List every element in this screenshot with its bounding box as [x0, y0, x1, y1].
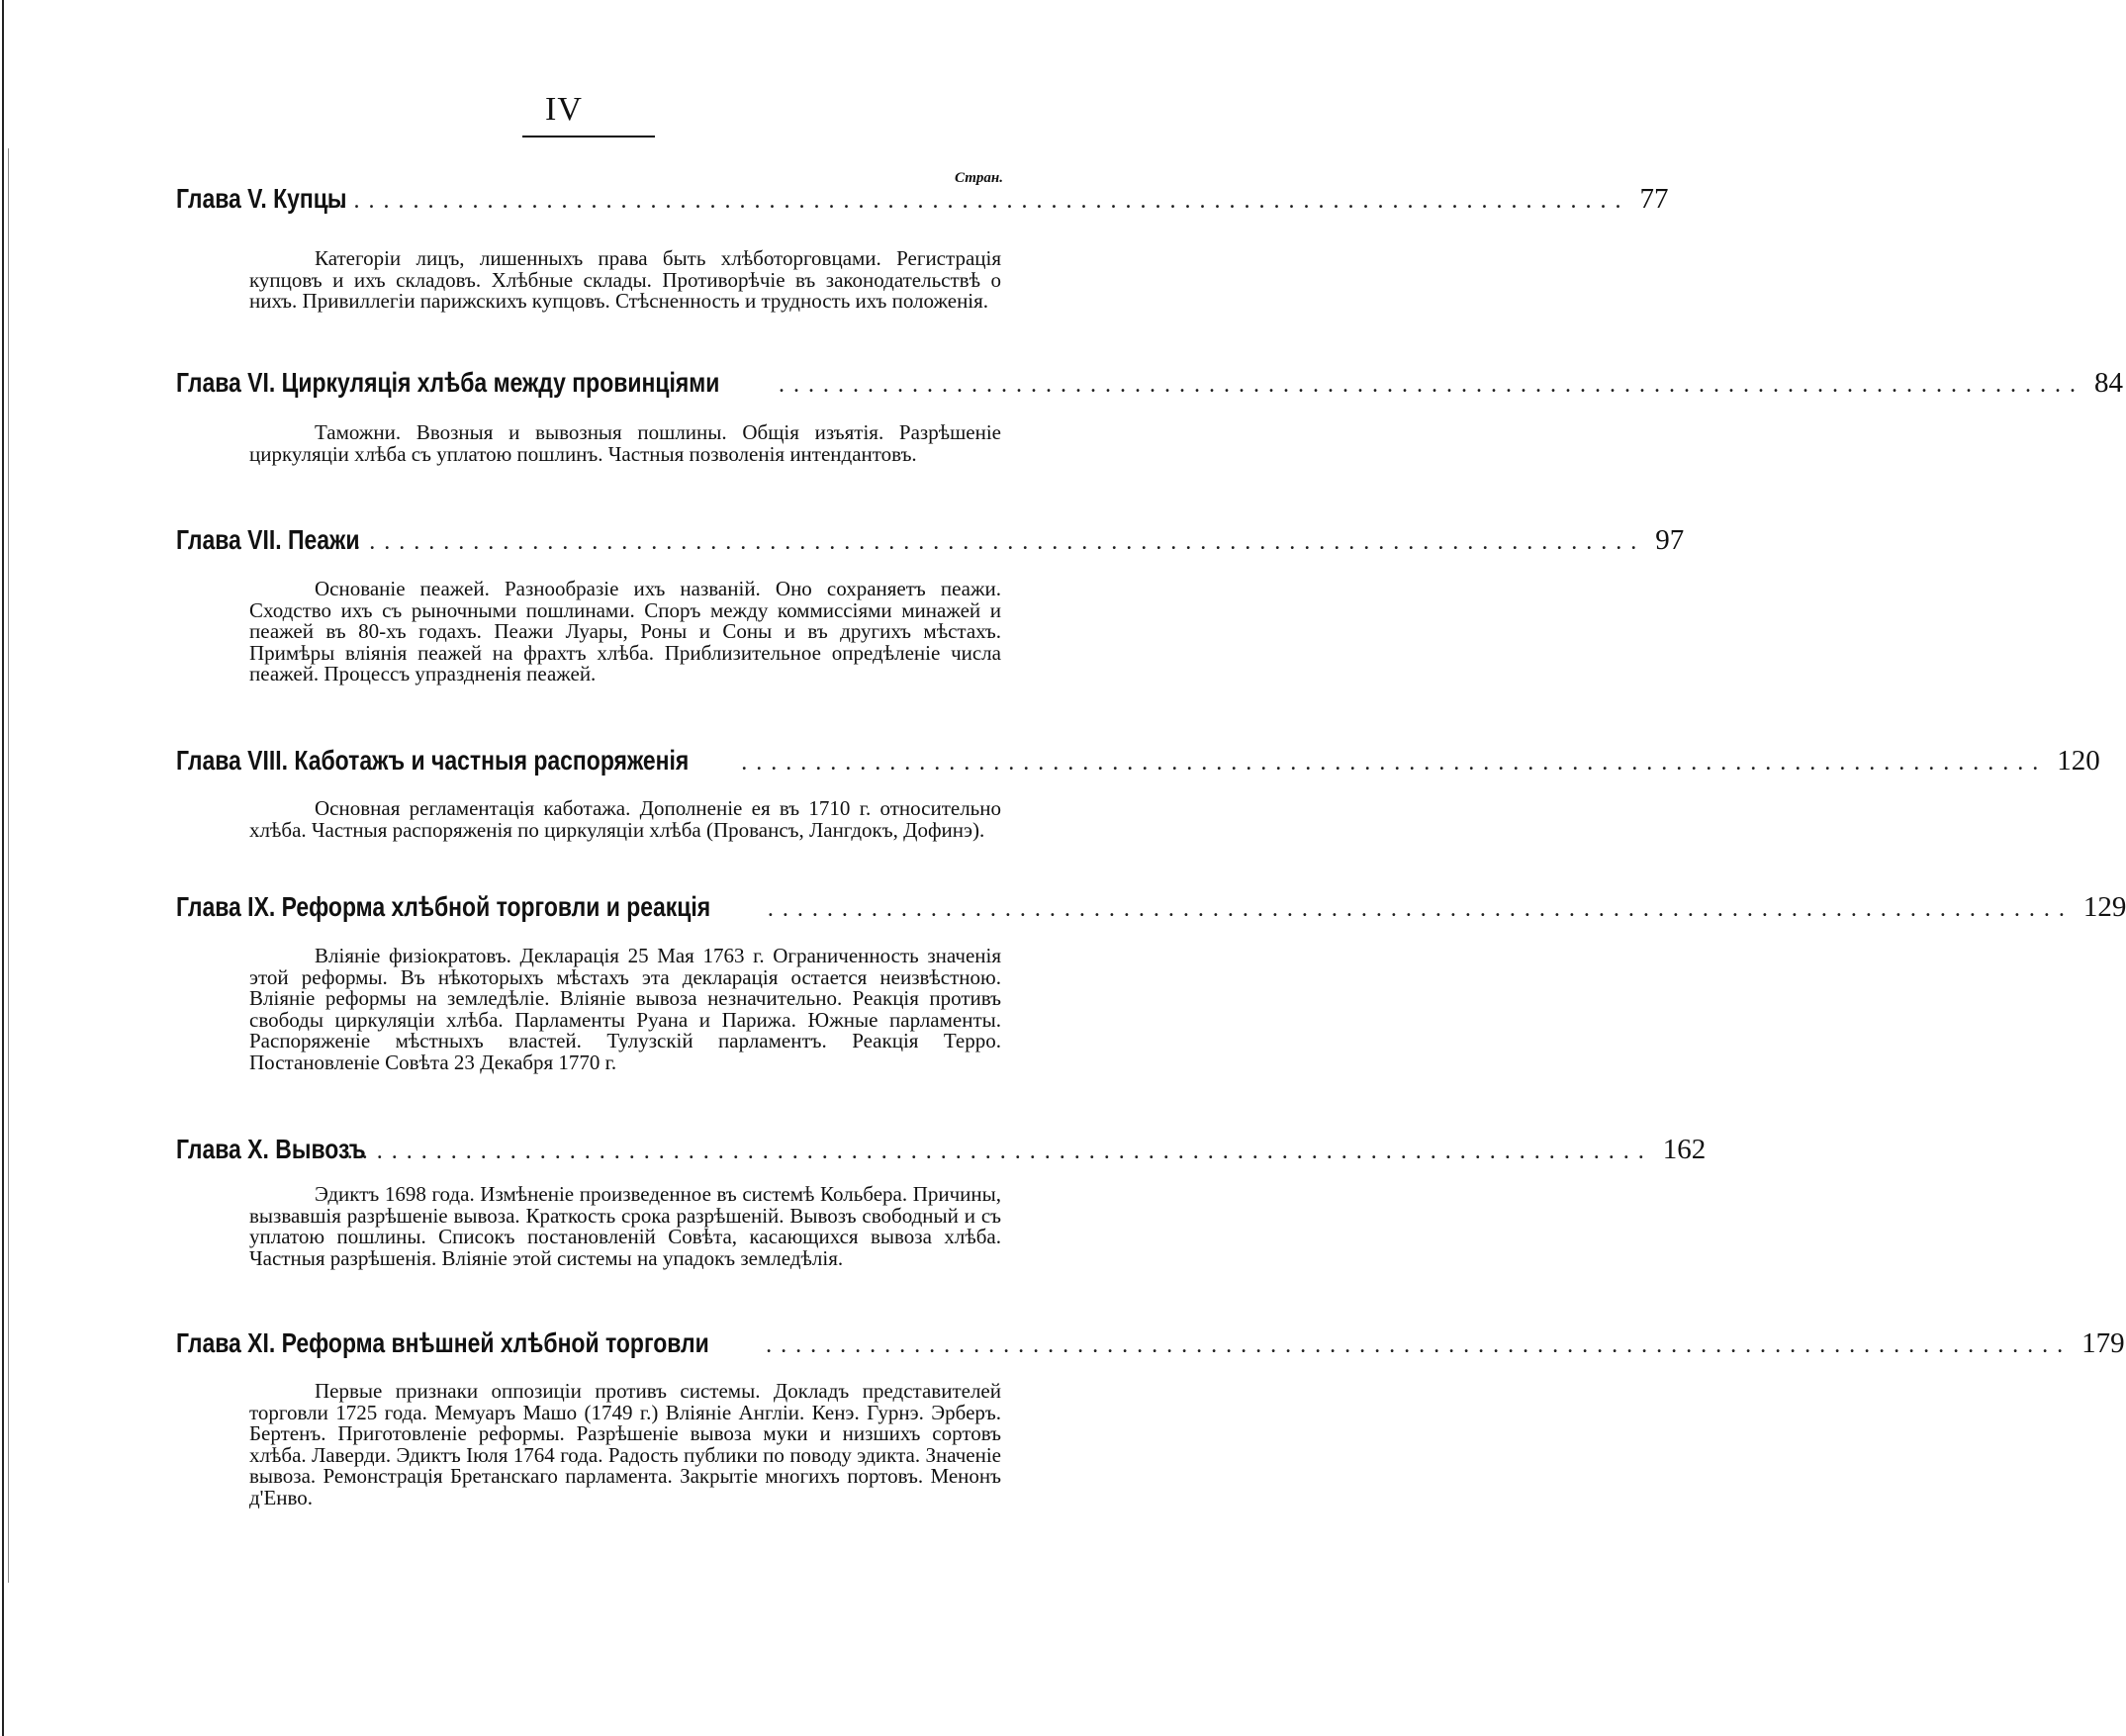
chapter-page-number: 129 [2082, 891, 2126, 923]
dot-leader: ........................................................................................ [779, 372, 2085, 398]
chapter-entry-9 [176, 891, 2126, 931]
chapter-page-number: 162 [1662, 1134, 1707, 1165]
dot-leader: ........................................................................................ [766, 1332, 2073, 1358]
dot-leader: ........................................................................................ [324, 188, 1630, 214]
dot-leader: ........................................................................................ [339, 529, 1646, 555]
chapter-title: Глава VI. Циркуляція хлѣба между провинціями [176, 367, 720, 398]
chapter-title: Глава V. Купцы [176, 183, 347, 214]
chapter-page-number: 77 [1639, 183, 1669, 215]
dot-leader: ........................................................................................ [346, 1139, 1653, 1164]
page-column-header: Стран. [955, 170, 1003, 186]
chapter-summary: Категоріи лицъ, лишенныхъ права быть хлѣботорговцами. Регистрація купцовъ и ихъ складовъ. Хлѣбные склады. Противорѣчіе въ законодательствѣ о нихъ. Привиллегіи парижскихъ купцовъ. Стѣсненность и трудность ихъ положенія. [249, 246, 1001, 313]
chapter-title: Глава XI. Реформа внѣшней хлѣбной торговли [176, 1327, 709, 1358]
chapter-title: Глава VII. Пеажи [176, 524, 360, 555]
chapter-summary: Основная регламентація каботажа. Дополненіе ея въ 1710 г. относительно хлѣба. Частныя распоряженія по циркуляціи хлѣба (Провансъ, Лангдокъ, Дофинэ). [249, 796, 1001, 842]
chapter-page-number: 120 [2057, 745, 2100, 777]
chapter-title: Глава IX. Реформа хлѣбной торговли и реакція [176, 891, 711, 922]
page-folio: IV [545, 91, 583, 128]
chapter-entry-5 [176, 183, 1669, 223]
chapter-entry-11 [176, 1327, 2125, 1367]
chapter-page-number: 84 [2094, 367, 2124, 399]
chapter-entry-10 [176, 1134, 1707, 1173]
scan-edge-line [8, 148, 9, 1583]
chapter-entry-8 [176, 745, 2100, 784]
folio-rule [522, 136, 655, 137]
dot-leader: ........................................................................................ [741, 750, 2048, 776]
chapter-summary: Вліяніе физіократовъ. Декларація 25 Мая 1763 г. Ограниченность значенія этой реформы. Въ нѣкоторыхъ мѣстахъ эта декларація остается неизвѣстною. Вліяніе реформы на земледѣліе. Вліяніе вывоза незначительно. Реакція противъ свободы циркуляціи хлѣба. Парламенты Руана и Парижа. Южные парламенты. Распоряженіе мѣстныхъ властей. Тулузскій парламентъ. Реакція Терро. Постановленіе Совѣта 23 Декабря 1770 г. [249, 944, 1001, 1074]
chapter-entry-6 [176, 367, 2124, 407]
chapter-entry-7 [176, 524, 1685, 564]
chapter-page-number: 179 [2081, 1327, 2125, 1359]
chapter-title: Глава X. Вывозъ [176, 1134, 366, 1164]
dot-leader: ........................................................................................ [767, 896, 2074, 922]
chapter-summary: Эдиктъ 1698 года. Измѣненіе произведенное въ системѣ Кольбера. Причины, вызвавшія разрѣшеніе вывоза. Краткость срока разрѣшеній. Вывозъ свободный и съ уплатою пошлины. Списокъ постановленій Совѣта, касающихся вывоза хлѣба. Частныя разрѣшенія. Вліяніе этой системы на упадокъ земледѣлія. [249, 1182, 1001, 1270]
chapter-summary: Первые признаки оппозиціи противъ системы. Докладъ представителей торговли 1725 года. Мемуаръ Машо (1749 г.) Вліяніе Англіи. Кенэ. Гурнэ. Эрберъ. Бертенъ. Приготовленіе реформы. Разрѣшеніе вывоза муки и низшихъ сортовъ хлѣба. Лаверди. Эдиктъ Іюля 1764 года. Радость публики по поводу эдикта. Значеніе вывоза. Ремонстрація Бретанскаго парламента. Закрытіе многихъ портовъ. Менонъ д'Енво. [249, 1379, 1001, 1509]
chapter-page-number: 97 [1655, 524, 1685, 556]
chapter-summary: Основаніе пеажей. Разнообразіе ихъ названій. Оно сохраняетъ пеажи. Сходство ихъ съ рыночными пошлинами. Споръ между коммиссіями минажей и пеажей въ 80-хъ годахъ. Пеажи Луары, Роны и Соны и въ другихъ мѣстахъ. Примѣры вліянія пеажей на фрахтъ хлѣба. Приблизительное опредѣленіе числа пеажей. Процессъ упраздненія пеажей. [249, 577, 1001, 685]
scan-edge-shadow [2, 0, 4, 1736]
chapter-summary: Таможни. Ввозныя и вывозныя пошлины. Общія изъятія. Разрѣшеніе циркуляціи хлѣба съ уплатою пошлинъ. Частныя позволенія интендантовъ. [249, 420, 1001, 466]
chapter-title: Глава VIII. Каботажъ и частныя распоряженія [176, 745, 690, 776]
